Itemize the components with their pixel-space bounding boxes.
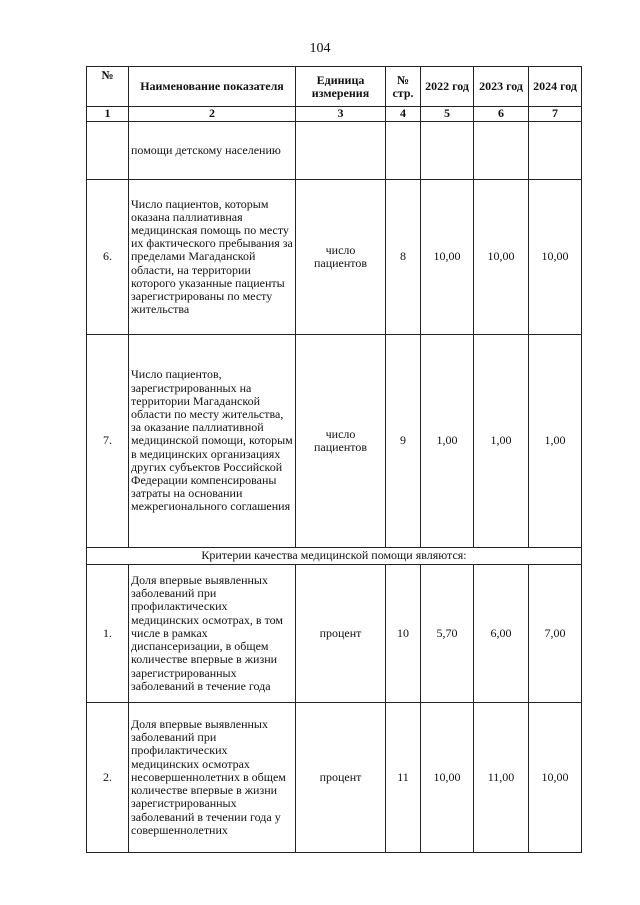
header-unit: Единица измерения [296, 67, 386, 107]
indicators-table [86, 66, 582, 853]
row-number: 7. [87, 335, 129, 548]
table-row [87, 180, 582, 335]
value-2022: 10,00 [421, 703, 474, 853]
header-name: Наименование показателя [129, 67, 296, 107]
indicator-name: Доля впервые выявленных заболеваний при профилактических медицинских осмотрах, в том числе в рамках диспансеризации, в общем количестве впервые в жизни зарегистрированных заболеваний в течение года [129, 565, 296, 703]
value-2023: 6,00 [474, 565, 529, 703]
page-cell: 9 [386, 335, 421, 548]
column-number: 7 [529, 107, 582, 122]
column-number: 5 [421, 107, 474, 122]
column-number: 6 [474, 107, 529, 122]
header-2024: 2024 год [529, 67, 582, 107]
unit-cell: число пациентов [296, 180, 386, 335]
header-2022: 2022 год [421, 67, 474, 107]
column-number: 1 [87, 107, 129, 122]
unit-cell: число пациентов [296, 335, 386, 548]
value-2023: 11,00 [474, 703, 529, 853]
indicator-name: Число пациентов, которым оказана паллиативная медицинская помощь по месту их фактического пребывания за пределами Магаданской области, на территории которого указанные пациенты зарегистрированы по месту жительства [129, 180, 296, 335]
row-number: 1. [87, 565, 129, 703]
unit-cell: процент [296, 565, 386, 703]
header-page: № стр. [386, 67, 421, 107]
column-number: 3 [296, 107, 386, 122]
section-title: Критерии качества медицинской помощи являются: [87, 548, 582, 565]
header-num: № [87, 67, 129, 107]
value-2024: 7,00 [529, 565, 582, 703]
column-number-row [87, 107, 582, 122]
value-2023: 10,00 [474, 180, 529, 335]
row-number: 6. [87, 180, 129, 335]
value-2023: 1,00 [474, 335, 529, 548]
section-row [87, 548, 582, 565]
column-number: 2 [129, 107, 296, 122]
table-row [87, 703, 582, 853]
value-2022: 1,00 [421, 335, 474, 548]
indicator-name: помощи детскому населению [129, 122, 296, 180]
unit-cell: процент [296, 703, 386, 853]
value-2024: 10,00 [529, 703, 582, 853]
indicator-name: Число пациентов, зарегистрированных на территории Магаданской области по месту жительства, за оказание паллиативной медицинской помощи, которым в медицинских организациях других субъектов Российской Федерации компенсированы затраты на основании межрегионального соглашения [129, 335, 296, 548]
table-row [87, 122, 582, 180]
row-number [87, 122, 129, 180]
value-2024: 1,00 [529, 335, 582, 548]
page-cell: 8 [386, 180, 421, 335]
value-2022 [421, 122, 474, 180]
page-number: 104 [309, 41, 331, 56]
row-number: 2. [87, 703, 129, 853]
value-2023 [474, 122, 529, 180]
page-cell [386, 122, 421, 180]
table-row [87, 565, 582, 703]
column-number: 4 [386, 107, 421, 122]
value-2024: 10,00 [529, 180, 582, 335]
value-2022: 10,00 [421, 180, 474, 335]
value-2022: 5,70 [421, 565, 474, 703]
page-cell: 10 [386, 565, 421, 703]
unit-cell [296, 122, 386, 180]
value-2024 [529, 122, 582, 180]
page-cell: 11 [386, 703, 421, 853]
table-row [87, 335, 582, 548]
header-row [87, 67, 582, 107]
header-2023: 2023 год [474, 67, 529, 107]
indicator-name: Доля впервые выявленных заболеваний при профилактических медицинских осмотрах несовершеннолетних в общем количестве впервые в жизни зарегистрированных заболеваний в течении года у совершеннолетних [129, 703, 296, 853]
